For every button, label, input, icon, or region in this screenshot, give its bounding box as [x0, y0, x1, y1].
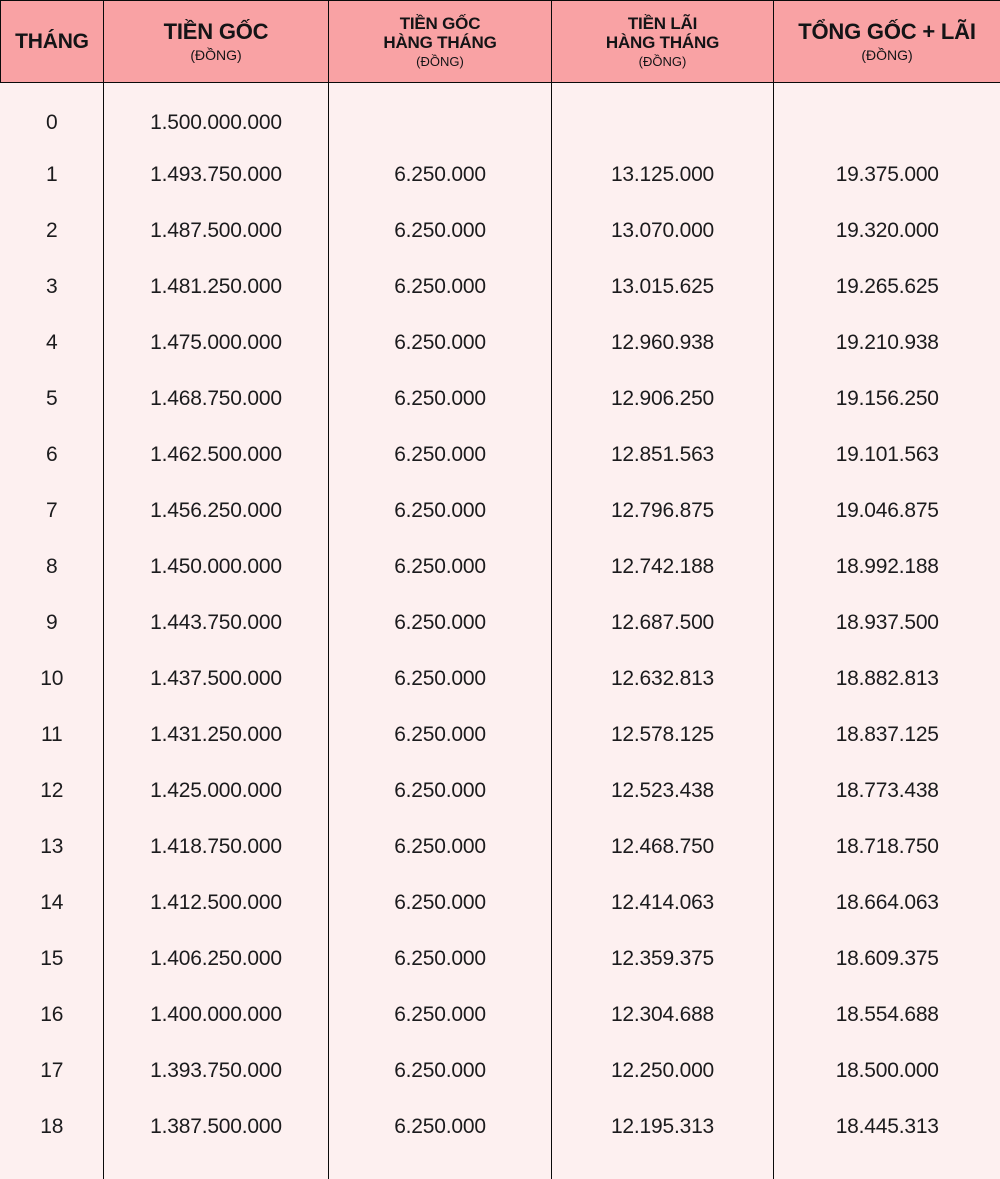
col-header-monthly-principal-unit: (ĐỒNG)	[416, 54, 464, 70]
cell-month: 8	[46, 554, 58, 578]
table-row	[1, 875, 1000, 931]
cell-monthly-principal: 6.250.000	[329, 539, 552, 595]
cell-total-payment: 18.445.313	[774, 1099, 1000, 1155]
filler-cell	[552, 1155, 774, 1179]
cell-month: 12	[40, 778, 64, 802]
cell-month: 2	[46, 218, 58, 242]
col-header-monthly-principal-title-line2: HÀNG THÁNG	[383, 33, 497, 52]
table-row	[1, 819, 1000, 875]
table-row	[1, 147, 1000, 203]
cell-monthly-interest: 13.015.625	[552, 259, 774, 315]
cell-principal-balance: 1.387.500.000	[104, 1099, 329, 1155]
col-header-principal-balance-unit: (ĐỒNG)	[190, 46, 242, 63]
filler-cell	[774, 1155, 1000, 1179]
cell-monthly-interest	[552, 83, 774, 147]
col-header-total-payment	[774, 1, 1000, 83]
cell-total-payment: 19.156.250	[774, 371, 1000, 427]
cell-monthly-interest: 12.468.750	[552, 819, 774, 875]
table-row	[1, 763, 1000, 819]
col-header-total-payment-title: TỔNG GỐC + LÃI	[798, 19, 976, 45]
cell-principal-balance: 1.462.500.000	[104, 427, 329, 483]
cell-total-payment: 19.210.938	[774, 315, 1000, 371]
cell-monthly-principal: 6.250.000	[329, 931, 552, 987]
col-header-month-title: THÁNG	[15, 29, 89, 53]
cell-total-payment: 19.046.875	[774, 483, 1000, 539]
filler-cell	[104, 1155, 329, 1179]
cell-monthly-principal: 6.250.000	[329, 371, 552, 427]
cell-monthly-principal: 6.250.000	[329, 819, 552, 875]
cell-month: 7	[46, 498, 58, 522]
table-filler-row	[1, 1155, 1000, 1179]
cell-monthly-principal: 6.250.000	[329, 651, 552, 707]
cell-monthly-principal: 6.250.000	[329, 315, 552, 371]
cell-total-payment: 18.609.375	[774, 931, 1000, 987]
cell-principal-balance: 1.425.000.000	[104, 763, 329, 819]
cell-total-payment: 18.664.063	[774, 875, 1000, 931]
col-header-monthly-interest	[552, 1, 774, 83]
cell-total-payment: 18.500.000	[774, 1043, 1000, 1099]
cell-monthly-principal: 6.250.000	[329, 259, 552, 315]
cell-total-payment	[774, 83, 1000, 147]
cell-monthly-interest: 12.687.500	[552, 595, 774, 651]
cell-monthly-principal: 6.250.000	[329, 763, 552, 819]
header-row	[1, 1, 1000, 83]
cell-principal-balance: 1.393.750.000	[104, 1043, 329, 1099]
cell-total-payment: 18.882.813	[774, 651, 1000, 707]
cell-principal-balance: 1.475.000.000	[104, 315, 329, 371]
col-header-month	[1, 1, 104, 83]
cell-principal-balance: 1.412.500.000	[104, 875, 329, 931]
cell-total-payment: 18.837.125	[774, 707, 1000, 763]
cell-month: 13	[40, 834, 64, 858]
col-header-total-payment-unit: (ĐỒNG)	[861, 46, 913, 63]
cell-monthly-principal: 6.250.000	[329, 707, 552, 763]
cell-total-payment: 19.101.563	[774, 427, 1000, 483]
table-row	[1, 371, 1000, 427]
cell-total-payment: 18.937.500	[774, 595, 1000, 651]
cell-total-payment: 18.773.438	[774, 763, 1000, 819]
cell-monthly-interest: 13.070.000	[552, 203, 774, 259]
cell-monthly-principal: 6.250.000	[329, 987, 552, 1043]
cell-monthly-interest: 12.304.688	[552, 987, 774, 1043]
cell-month: 16	[40, 1002, 64, 1026]
cell-month: 6	[46, 442, 58, 466]
col-header-principal-balance-title: TIỀN GỐC	[163, 19, 269, 45]
cell-principal-balance: 1.406.250.000	[104, 931, 329, 987]
cell-month: 4	[46, 330, 58, 354]
cell-month: 9	[46, 610, 58, 634]
cell-monthly-interest: 12.632.813	[552, 651, 774, 707]
cell-principal-balance: 1.437.500.000	[104, 651, 329, 707]
cell-principal-balance: 1.431.250.000	[104, 707, 329, 763]
cell-total-payment: 19.375.000	[774, 147, 1000, 203]
cell-principal-balance: 1.493.750.000	[104, 147, 329, 203]
cell-month: 10	[40, 666, 64, 690]
cell-principal-balance: 1.481.250.000	[104, 259, 329, 315]
cell-monthly-interest: 13.125.000	[552, 147, 774, 203]
cell-principal-balance: 1.456.250.000	[104, 483, 329, 539]
cell-month: 1	[46, 162, 58, 186]
table-row	[1, 931, 1000, 987]
cell-monthly-interest: 12.414.063	[552, 875, 774, 931]
cell-principal-balance: 1.400.000.000	[104, 987, 329, 1043]
cell-total-payment: 18.992.188	[774, 539, 1000, 595]
table-header	[1, 1, 1000, 83]
cell-monthly-interest: 12.906.250	[552, 371, 774, 427]
cell-month: 11	[41, 722, 63, 746]
cell-principal-balance: 1.418.750.000	[104, 819, 329, 875]
table-row	[1, 315, 1000, 371]
cell-month: 15	[40, 946, 64, 970]
col-header-monthly-interest-title-line2: HÀNG THÁNG	[605, 33, 720, 52]
cell-monthly-interest: 12.796.875	[552, 483, 774, 539]
cell-monthly-interest: 12.578.125	[552, 707, 774, 763]
cell-principal-balance: 1.450.000.000	[104, 539, 329, 595]
table-row	[1, 987, 1000, 1043]
table-row	[1, 427, 1000, 483]
cell-monthly-principal: 6.250.000	[329, 483, 552, 539]
table-row	[1, 203, 1000, 259]
cell-principal-balance: 1.500.000.000	[104, 83, 329, 147]
col-header-monthly-principal-title: TIỀN GỐC	[399, 13, 481, 33]
cell-monthly-principal: 6.250.000	[329, 147, 552, 203]
cell-monthly-principal: 6.250.000	[329, 427, 552, 483]
table-body	[1, 83, 1000, 1179]
table-row	[1, 595, 1000, 651]
cell-month: 17	[40, 1058, 64, 1082]
cell-monthly-interest: 12.960.938	[552, 315, 774, 371]
cell-monthly-interest: 12.523.438	[552, 763, 774, 819]
cell-monthly-interest: 12.250.000	[552, 1043, 774, 1099]
cell-total-payment: 19.320.000	[774, 203, 1000, 259]
cell-total-payment: 18.718.750	[774, 819, 1000, 875]
cell-total-payment: 18.554.688	[774, 987, 1000, 1043]
col-header-monthly-interest-title: TIỀN LÃI	[627, 13, 698, 33]
cell-principal-balance: 1.468.750.000	[104, 371, 329, 427]
table-row	[1, 1043, 1000, 1099]
cell-monthly-principal	[329, 83, 552, 147]
cell-principal-balance: 1.443.750.000	[104, 595, 329, 651]
cell-principal-balance: 1.487.500.000	[104, 203, 329, 259]
cell-monthly-principal: 6.250.000	[329, 595, 552, 651]
cell-month: 5	[46, 386, 58, 410]
cell-month: 0	[46, 110, 58, 134]
cell-total-payment: 19.265.625	[774, 259, 1000, 315]
cell-monthly-principal: 6.250.000	[329, 1043, 552, 1099]
cell-month: 14	[40, 890, 64, 914]
table-row	[1, 259, 1000, 315]
cell-monthly-interest: 12.195.313	[552, 1099, 774, 1155]
table-row	[1, 539, 1000, 595]
cell-month: 3	[46, 274, 58, 298]
cell-monthly-principal: 6.250.000	[329, 875, 552, 931]
table-row	[1, 1099, 1000, 1155]
table-row	[1, 83, 1000, 147]
filler-cell	[329, 1155, 552, 1179]
cell-monthly-interest: 12.851.563	[552, 427, 774, 483]
cell-monthly-principal: 6.250.000	[329, 1099, 552, 1155]
col-header-principal-balance	[104, 1, 329, 83]
table-row	[1, 707, 1000, 763]
table-row	[1, 483, 1000, 539]
cell-monthly-interest: 12.742.188	[552, 539, 774, 595]
cell-monthly-principal: 6.250.000	[329, 203, 552, 259]
cell-monthly-interest: 12.359.375	[552, 931, 774, 987]
filler-cell	[1, 1155, 104, 1179]
table-row	[1, 651, 1000, 707]
col-header-monthly-interest-unit: (ĐỒNG)	[638, 54, 687, 70]
col-header-monthly-principal	[329, 1, 552, 83]
cell-month: 18	[40, 1114, 64, 1138]
